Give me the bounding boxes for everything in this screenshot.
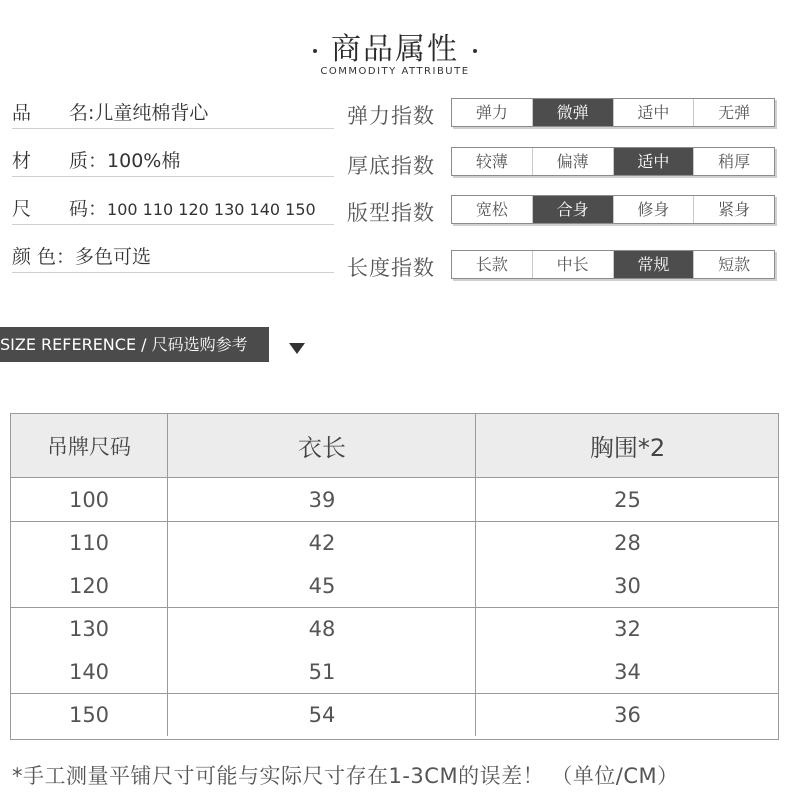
cell-chest: 28 — [475, 521, 779, 564]
elasticity-option-3: 适中 — [614, 99, 695, 126]
fit-option-1: 宽松 — [452, 196, 533, 223]
measurement-note: *手工测量平铺尺寸可能与实际尺寸存在1-3CM的误差！ （单位/CM） — [12, 764, 679, 788]
fit-index — [451, 195, 775, 224]
cell-length: 54 — [167, 693, 476, 736]
thickness-option-1: 较薄 — [452, 148, 533, 175]
attr-material-label: 材 质： — [12, 150, 108, 172]
size-reference-text: SIZE REFERENCE / 尺码选购参考 — [0, 335, 248, 354]
cell-length: 48 — [167, 607, 476, 650]
length-option-4: 短款 — [718, 255, 751, 274]
length-option-3: 常规 — [614, 251, 695, 278]
title-text: 商品属性 — [331, 32, 459, 67]
attr-size — [12, 194, 334, 225]
length-option-2: 中长 — [533, 251, 614, 278]
cell-chest: 25 — [475, 478, 779, 521]
attr-name-label: 品 名: — [12, 102, 95, 124]
elasticity-option-1: 弹力 — [452, 99, 533, 126]
fit-index-label: 版型指数 — [347, 201, 435, 225]
header-length: 衣长 — [167, 414, 476, 477]
cell-length: 45 — [167, 564, 476, 607]
size-table — [10, 413, 779, 740]
thickness-option-3: 适中 — [614, 148, 695, 175]
attr-size-value: 100 110 120 130 140 150 — [107, 200, 316, 219]
length-index-label: 长度指数 — [347, 256, 435, 280]
header-tag-size: 吊牌尺码 — [47, 434, 131, 459]
elasticity-option-4: 无弹 — [718, 103, 751, 122]
table-row — [11, 650, 778, 694]
fit-option-4: 紧身 — [718, 200, 751, 219]
cell-size: 100 — [68, 487, 110, 512]
title-dot-left — [313, 49, 317, 53]
triangle-down-icon — [289, 343, 305, 354]
thickness-index — [451, 147, 775, 176]
table-row — [11, 521, 778, 565]
cell-size: 120 — [68, 573, 110, 598]
cell-chest: 36 — [475, 693, 779, 736]
fit-option-2: 合身 — [533, 196, 614, 223]
title-dot-right — [473, 49, 477, 53]
attr-material — [12, 146, 334, 177]
cell-size: 130 — [68, 616, 110, 641]
table-row — [11, 478, 778, 522]
fit-option-3: 修身 — [614, 196, 695, 223]
cell-length: 42 — [167, 521, 476, 564]
cell-length: 39 — [167, 478, 476, 521]
cell-length: 51 — [167, 650, 476, 693]
thickness-index-label: 厚底指数 — [347, 154, 435, 178]
attr-name — [12, 98, 334, 129]
attr-name-value: 儿童纯棉背心 — [94, 102, 209, 124]
page-title — [0, 24, 790, 68]
table-row — [11, 607, 778, 651]
length-index — [451, 250, 775, 279]
cell-chest: 34 — [475, 650, 779, 693]
table-row — [11, 564, 778, 608]
cell-size: 140 — [68, 659, 110, 684]
size-reference-banner — [0, 327, 269, 362]
table-header — [11, 414, 778, 478]
attr-size-label: 尺 码： — [12, 198, 108, 220]
attr-color-value: 多色可选 — [75, 246, 152, 268]
elasticity-index-label: 弹力指数 — [347, 104, 435, 128]
page-subtitle: COMMODITY ATTRIBUTE — [320, 66, 470, 77]
cell-chest: 30 — [475, 564, 779, 607]
cell-size: 110 — [68, 530, 110, 555]
elasticity-index — [451, 98, 775, 127]
table-row — [11, 693, 778, 736]
elasticity-option-2: 微弹 — [533, 99, 614, 126]
cell-chest: 32 — [475, 607, 779, 650]
attr-color-label: 颜 色： — [12, 246, 76, 268]
cell-size: 150 — [68, 702, 110, 727]
header-chest: 胸围*2 — [475, 414, 779, 477]
thickness-option-2: 偏薄 — [533, 148, 614, 175]
attr-material-value: 100%棉 — [107, 150, 181, 172]
attr-color — [12, 242, 334, 273]
thickness-option-4: 稍厚 — [718, 152, 751, 171]
length-option-1: 长款 — [452, 251, 533, 278]
